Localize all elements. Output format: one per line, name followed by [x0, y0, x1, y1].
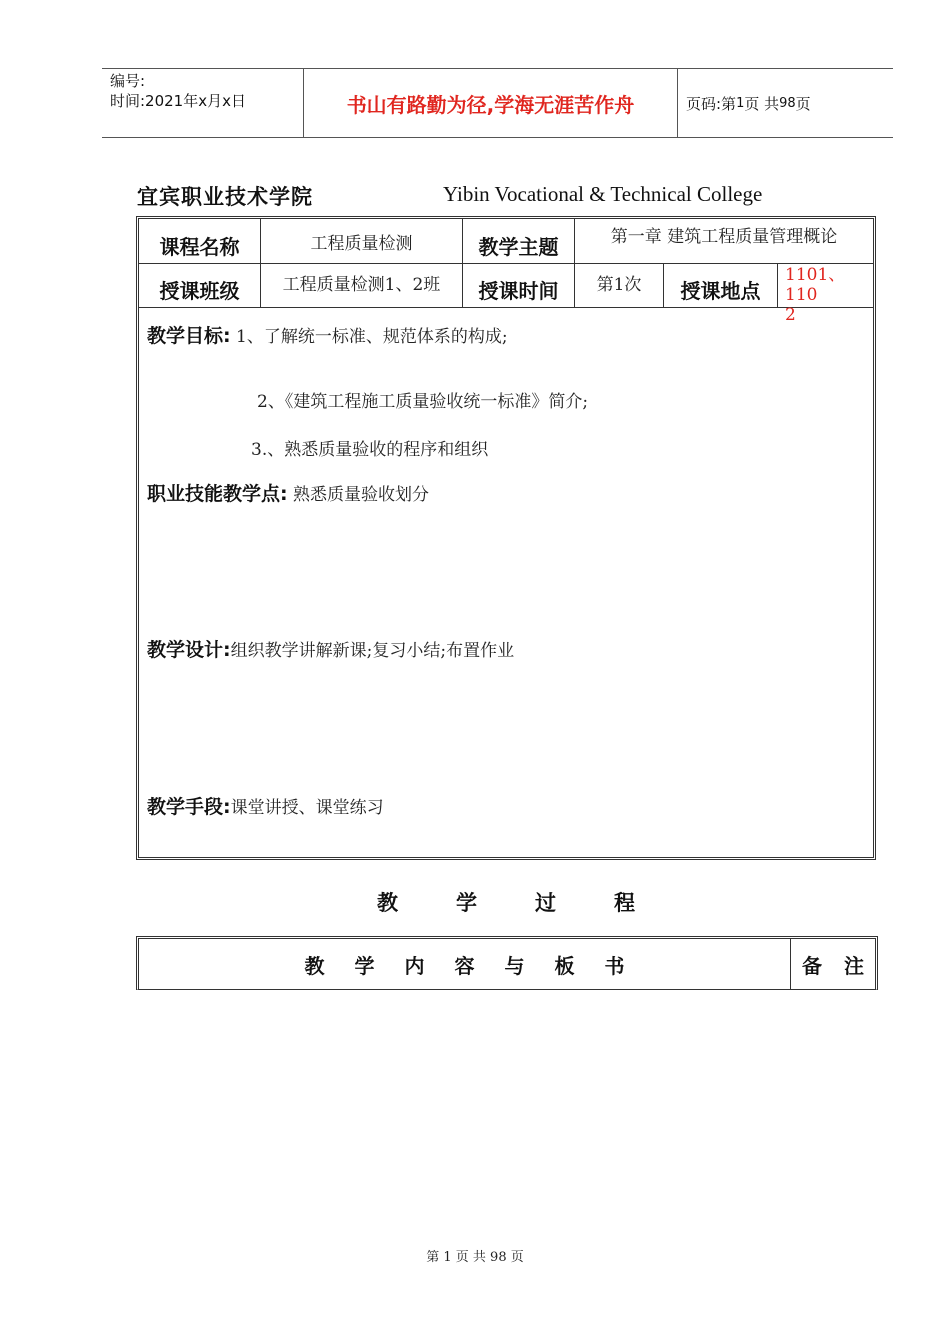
content-header-char: 学	[354, 953, 375, 978]
objective-item: 2、《建筑工程施工质量验收统一标准》简介;	[257, 392, 589, 412]
course-info-table	[136, 216, 876, 860]
page-number: 1	[736, 95, 745, 111]
process-title-char: 过	[535, 891, 556, 915]
design-label: 教学设计:	[147, 639, 231, 661]
table-rule	[139, 307, 873, 308]
page-mid: 页 共	[744, 94, 780, 113]
college-name-en: Yibin Vocational & Technical College	[443, 182, 763, 206]
means-value: 课堂讲授、课堂练习	[230, 798, 384, 818]
time-label: 授课时间	[478, 279, 559, 303]
means-line	[147, 792, 384, 819]
place-value-line: 2	[785, 305, 796, 325]
process-table	[136, 936, 878, 990]
remark-header	[791, 939, 875, 989]
place-value-line: 1101、110	[785, 265, 846, 305]
process-title-char: 程	[614, 891, 635, 915]
objective-item: 3.、熟悉质量验收的程序和组织	[251, 440, 489, 460]
class-value: 工程质量检测1、2班	[282, 275, 441, 295]
page-total: 98	[779, 95, 796, 111]
header-divider	[677, 69, 678, 137]
remark-header-char: 注	[844, 953, 864, 978]
design-line	[147, 635, 514, 662]
time-value: 第1次	[596, 275, 642, 295]
means-label: 教学手段:	[147, 796, 231, 818]
content-header	[139, 939, 790, 989]
header-meta	[110, 71, 305, 111]
number-label: 编号:	[110, 72, 146, 90]
class-label: 授课班级	[159, 279, 240, 303]
header-page-info	[686, 69, 811, 137]
skill-line	[147, 479, 429, 506]
content-header-char: 内	[404, 953, 425, 978]
course-name-value: 工程质量检测	[310, 233, 413, 254]
remark-header-char: 备	[802, 953, 822, 978]
skill-label: 职业技能教学点:	[147, 483, 288, 505]
topic-label: 教学主题	[478, 234, 559, 259]
content-header-char: 书	[604, 953, 625, 978]
header-motto: 书山有路勤为径,学海无涯苦作舟	[346, 92, 635, 117]
time-label: 时间:2021年x月x日	[110, 92, 246, 110]
college-name-cn: 宜宾职业技术学院	[137, 185, 313, 209]
content-header-char: 容	[454, 953, 475, 978]
place-label: 授课地点	[680, 279, 761, 303]
topic-value: 第一章 建筑工程质量管理概论	[610, 227, 838, 247]
page-footer: 第 1 页 共 98 页	[426, 1250, 524, 1265]
objectives-label: 教学目标:	[147, 325, 231, 347]
page-prefix: 页码:第	[686, 94, 737, 113]
objectives-line	[147, 321, 508, 348]
place-value	[785, 265, 875, 325]
table-rule	[777, 263, 778, 307]
objective-item: 1、了解统一标准、规范体系的构成;	[236, 327, 508, 347]
process-title-char: 学	[456, 891, 477, 915]
process-title-char: 教	[377, 891, 398, 915]
content-header-char: 教	[304, 953, 325, 978]
content-header-char: 与	[504, 953, 525, 978]
design-value: 组织教学讲解新课;复习小结;布置作业	[230, 641, 515, 661]
page-suffix: 页	[795, 94, 811, 113]
page-header	[102, 68, 893, 138]
content-header-char: 板	[554, 953, 575, 978]
skill-value: 熟悉质量验收划分	[293, 485, 430, 505]
course-name-label: 课程名称	[159, 234, 240, 259]
process-title	[136, 887, 876, 917]
